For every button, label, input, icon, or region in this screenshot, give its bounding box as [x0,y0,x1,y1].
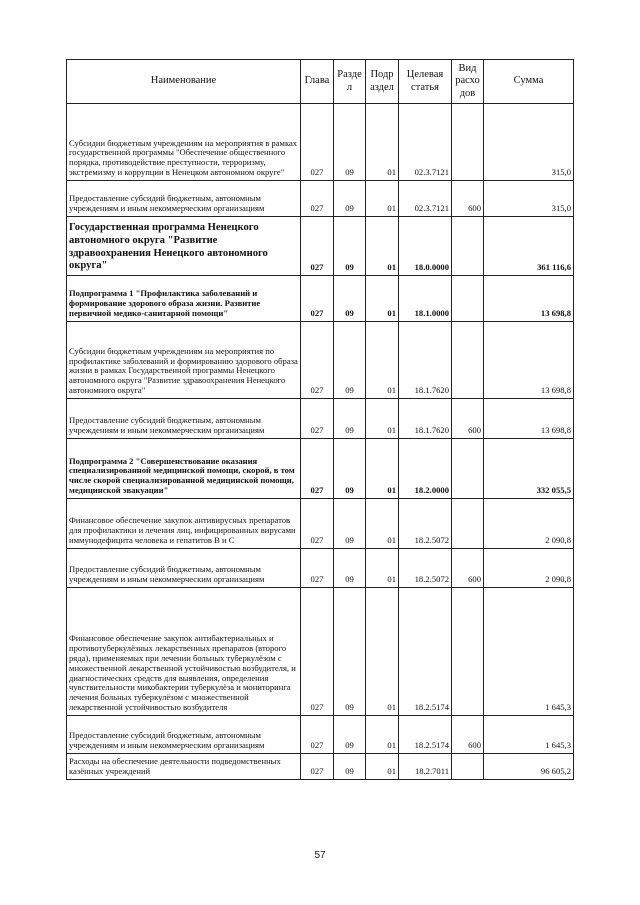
row-expense-type [452,276,484,322]
row-subsection: 01 [366,399,399,439]
row-chapter: 027 [301,588,334,716]
header-expense-type: Вид расхо дов [452,60,484,104]
row-expense-type: 600 [452,181,484,217]
row-target: 18.2.0000 [399,439,452,499]
row-expense-type [452,217,484,276]
row-target: 18.1.7620 [399,399,452,439]
table-row [67,217,574,276]
row-expense-type: 600 [452,716,484,754]
row-expense-type [452,588,484,716]
row-target: 18.1.7620 [399,322,452,399]
row-name: Субсидии бюджетным учреждениям на мероприятия по профилактике заболеваний и формированию здорового образа жизни в рамках Государственной программы Ненецкого автономного округа "Развитие здравоохранения Ненецкого автономного округа" [67,322,301,399]
row-section: 09 [334,399,366,439]
row-amount: 315,0 [484,181,574,217]
row-expense-type [452,322,484,399]
row-subsection: 01 [366,181,399,217]
row-name: Предоставление субсидий бюджетным, автономным учреждениям и иным некоммерческим организациям [67,399,301,439]
table-row [67,549,574,588]
table-row [67,716,574,754]
row-section: 09 [334,322,366,399]
header-section: Разде л [334,60,366,104]
row-amount: 332 055,5 [484,439,574,499]
table-row [67,588,574,716]
row-target: 02.3.7121 [399,104,452,181]
row-expense-type [452,104,484,181]
row-name: Расходы на обеспечение деятельности подведомственных казённых учреждений [67,754,301,780]
table-row [67,499,574,549]
row-section: 09 [334,754,366,780]
row-chapter: 027 [301,439,334,499]
row-chapter: 027 [301,754,334,780]
row-amount: 96 605,2 [484,754,574,780]
row-amount: 1 645,3 [484,588,574,716]
row-subsection: 01 [366,549,399,588]
row-amount: 315,0 [484,104,574,181]
row-amount: 361 116,6 [484,217,574,276]
row-chapter: 027 [301,276,334,322]
table-row [67,181,574,217]
table-header-row [67,60,574,104]
header-target: Целевая статья [399,60,452,104]
row-target: 18.2.5174 [399,716,452,754]
row-section: 09 [334,588,366,716]
row-subsection: 01 [366,588,399,716]
row-target: 18.1.0000 [399,276,452,322]
row-name: Предоставление субсидий бюджетным, автономным учреждениям и иным некоммерческим организациям [67,549,301,588]
row-target: 18.2.5174 [399,588,452,716]
row-section: 09 [334,439,366,499]
row-expense-type [452,439,484,499]
row-expense-type [452,754,484,780]
budget-table [66,59,574,780]
row-section: 09 [334,181,366,217]
table-row [67,322,574,399]
row-subsection: 01 [366,217,399,276]
row-name: Подпрограмма 1 "Профилактика заболеваний и формирование здорового образа жизни. Развитие первичной медико-санитарной помощи" [67,276,301,322]
row-chapter: 027 [301,104,334,181]
row-target: 02.3.7121 [399,181,452,217]
row-chapter: 027 [301,322,334,399]
row-name: Подпрограмма 2 "Совершенствование оказания специализированной медицинской помощи, скорой, в том числе скорой специализированной медицинской помощи, медицинской эвакуации" [67,439,301,499]
row-target: 18.2.5072 [399,549,452,588]
row-amount: 2 090,8 [484,549,574,588]
row-target: 18.2.7011 [399,754,452,780]
table-row [67,439,574,499]
row-chapter: 027 [301,181,334,217]
row-chapter: 027 [301,217,334,276]
row-chapter: 027 [301,549,334,588]
header-amount: Сумма [484,60,574,104]
row-amount: 13 698,8 [484,322,574,399]
row-name: Предоставление субсидий бюджетным, автономным учреждениям и иным некоммерческим организациям [67,181,301,217]
row-amount: 1 645,3 [484,716,574,754]
row-name: Субсидии бюджетным учреждениям на мероприятия в рамках государственной программы "Обеспечение общественного порядка, противодействие преступности, терроризму, экстремизму и коррупции в Ненецком автономном округе" [67,104,301,181]
row-target: 18.0.0000 [399,217,452,276]
row-amount: 13 698,8 [484,276,574,322]
row-target: 18.2.5072 [399,499,452,549]
row-subsection: 01 [366,499,399,549]
row-expense-type [452,499,484,549]
row-section: 09 [334,716,366,754]
row-name: Предоставление субсидий бюджетным, автономным учреждениям и иным некоммерческим организациям [67,716,301,754]
table-row [67,754,574,780]
row-subsection: 01 [366,439,399,499]
row-chapter: 027 [301,499,334,549]
row-chapter: 027 [301,716,334,754]
row-amount: 2 090,8 [484,499,574,549]
row-name: Финансовое обеспечение закупок антибактериальных и противотуберкулёзных лекарственных препаратов (второго ряда), применяемых при лечении больных туберкулёзом с множественной лекарственной устойчивостью возбудителя, и диагностических средств для выявления, определения чувствительности микобактерии туберкулёза и мониторинга лечения больных туберкулёзом с множественной лекарственной устойчивостью возбудителя [67,588,301,716]
row-amount: 13 698,8 [484,399,574,439]
row-subsection: 01 [366,716,399,754]
table-row [67,399,574,439]
header-chapter: Глава [301,60,334,104]
row-section: 09 [334,217,366,276]
row-chapter: 027 [301,399,334,439]
row-name: Финансовое обеспечение закупок антивирусных препаратов для профилактики и лечения лиц, инфицированных вирусами иммунодефицита человека и гепатитов В и С [67,499,301,549]
page-number: 57 [314,850,326,861]
row-section: 09 [334,549,366,588]
row-section: 09 [334,104,366,181]
table-row [67,104,574,181]
row-subsection: 01 [366,322,399,399]
row-section: 09 [334,276,366,322]
row-subsection: 01 [366,276,399,322]
row-name: Государственная программа Ненецкого автономного округа "Развитие здравоохранения Ненецкого автономного округа" [67,217,301,276]
header-subsection: Подр аздел [366,60,399,104]
row-expense-type: 600 [452,549,484,588]
header-name: Наименование [67,60,301,104]
table-row [67,276,574,322]
row-expense-type: 600 [452,399,484,439]
row-subsection: 01 [366,104,399,181]
row-section: 09 [334,499,366,549]
row-subsection: 01 [366,754,399,780]
